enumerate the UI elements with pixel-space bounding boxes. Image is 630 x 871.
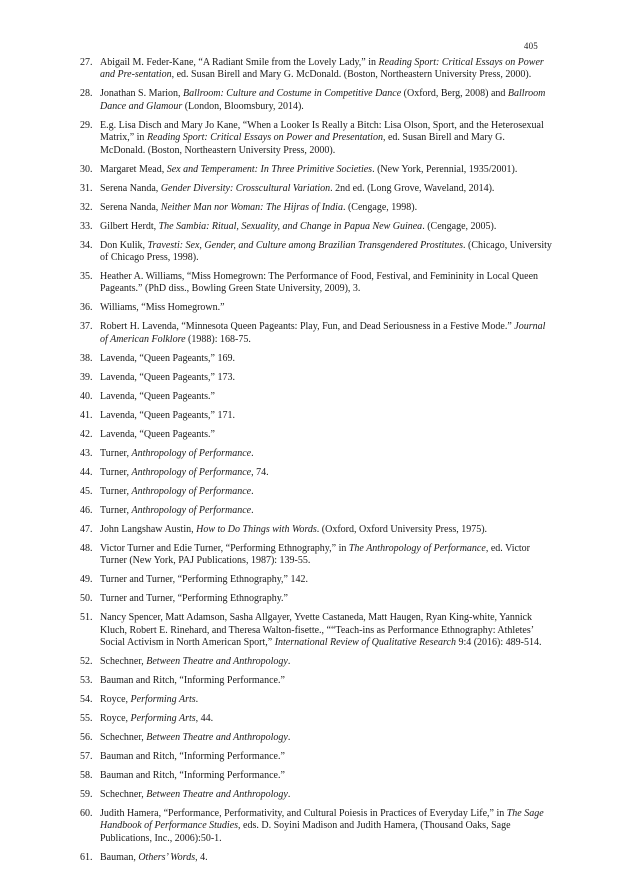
endnote-number: 36. xyxy=(80,302,93,314)
endnote-text-segment: . xyxy=(287,789,291,801)
endnote-number: 34. xyxy=(80,239,93,251)
endnote-number: 33. xyxy=(80,220,93,232)
endnote-number: 53. xyxy=(80,675,93,687)
endnote-text-segment: Lavenda, “Queen Pageants.” xyxy=(100,428,215,440)
endnote-item xyxy=(80,593,552,605)
endnote-text-segment: . xyxy=(287,732,291,744)
endnote-text-segment: , 4. xyxy=(195,851,208,863)
endnote-number: 43. xyxy=(80,447,93,459)
endnote-text-segment: , ed. Victor Turner (New York, PAJ Publications, 1987): 139-55. xyxy=(100,542,531,567)
endnote-number: 50. xyxy=(80,593,93,605)
endnote-text xyxy=(100,429,552,441)
endnote-text-segment: Lavenda, “Queen Pageants,” 169. xyxy=(100,352,235,364)
endnote-number: 47. xyxy=(80,523,93,535)
endnote-text-segment: Judith Hamera, “Performance, Performativity, and Cultural Poiesis in Practices of Everyday Life,” in xyxy=(100,808,507,820)
endnote-text-segment: Schechner, xyxy=(100,732,147,744)
endnote-text-segment: Williams, “Miss Homegrown.” xyxy=(100,302,225,314)
endnote-text xyxy=(100,713,552,725)
endnote-text xyxy=(100,751,552,763)
endnote-text-segment: Jonathan S. Marion, xyxy=(100,88,184,100)
endnote-number: 60. xyxy=(80,808,93,820)
endnote-item xyxy=(80,202,552,214)
endnote-text xyxy=(100,353,552,365)
endnote-title: The Sambia: Ritual, Sexuality, and Change in Papua New Guinea xyxy=(158,220,423,232)
endnote-text xyxy=(100,448,552,460)
endnote-item xyxy=(80,612,552,649)
endnote-item xyxy=(80,789,552,801)
endnote-item xyxy=(80,410,552,422)
endnote-title: Ballroom Dance and Glamour xyxy=(100,88,546,112)
endnote-item xyxy=(80,770,552,782)
endnote-text-segment: Abigail M. Feder-Kane, “A Radiant Smile from the Lovely Lady,” in xyxy=(100,57,379,68)
endnote-text-segment: Turner, xyxy=(100,485,132,497)
endnote-number: 59. xyxy=(80,789,93,801)
endnote-title: Performing Arts xyxy=(130,713,196,725)
endnote-text-segment: . (Chicago, University of Chicago Press, 1998). xyxy=(100,239,552,264)
endnote-item xyxy=(80,574,552,586)
endnote-text-segment: Robert H. Lavenda, “Minnesota Queen Pageants: Play, Fun, and Dead Seriousness in a Festive Mode.” xyxy=(100,321,515,333)
endnote-text-segment: (London, Bloomsbury, 2014). xyxy=(182,100,304,112)
endnote-item xyxy=(80,448,552,460)
endnote-title: Anthropology of Performance xyxy=(131,504,252,516)
endnote-item xyxy=(80,524,552,536)
endnote-text-segment: , 74. xyxy=(251,466,269,478)
endnote-text xyxy=(100,240,552,265)
endnote-text-segment: Turner, xyxy=(100,504,132,516)
endnote-text-segment: Royce, xyxy=(100,694,131,706)
endnote-item xyxy=(80,120,552,157)
endnote-text-segment: Turner and Turner, “Performing Ethnography.” xyxy=(100,593,288,605)
endnote-title: Sex and Temperament: In Three Primitive Societies xyxy=(166,163,373,175)
endnote-item xyxy=(80,713,552,725)
endnote-text xyxy=(100,391,552,403)
endnote-text-segment: , 44. xyxy=(195,713,214,725)
endnote-text xyxy=(100,770,552,782)
endnote-text-segment: , eds. D. Soyini Madison and Judith Hamera, (Thousand Oaks, Sage Publications, Inc., 2006):50-1. xyxy=(100,820,511,844)
endnote-title: Travesti: Sex, Gender, and Culture among Brazilian Transgendered Prostitutes xyxy=(147,239,464,251)
endnote-item xyxy=(80,302,552,314)
endnote-text-segment: , ed. Susan Birell and Mary G. McDonald. (Boston, Northeastern University Press, 2000). xyxy=(171,69,532,81)
endnote-text-segment: Schechner, xyxy=(100,789,147,801)
endnote-text xyxy=(100,656,552,668)
endnote-title: Anthropology of Performance xyxy=(131,466,252,478)
endnote-text-segment: Turner, xyxy=(100,447,132,459)
endnote-item xyxy=(80,732,552,744)
endnote-title: How to Do Things with Words xyxy=(196,523,317,535)
endnote-number: 58. xyxy=(80,770,93,782)
endnote-text-segment: Gilbert Herdt, xyxy=(100,220,159,232)
endnote-item xyxy=(80,751,552,763)
endnote-item xyxy=(80,486,552,498)
endnote-text xyxy=(100,593,552,605)
endnote-title: Journal of American Folklore xyxy=(100,321,546,345)
endnote-title: Reading Sport: Critical Essays on Power and Pre-sentation xyxy=(100,57,544,81)
endnote-text-segment: . (Oxford, Oxford University Press, 1975). xyxy=(316,523,488,535)
endnote-text-segment: Bauman and Ritch, “Informing Performance.” xyxy=(100,675,285,687)
endnote-item xyxy=(80,429,552,441)
endnote-text xyxy=(100,221,552,233)
endnote-number: 54. xyxy=(80,694,93,706)
endnote-title: The Anthropology of Performance xyxy=(348,542,486,554)
endnote-text-segment: E.g. Lisa Disch and Mary Jo Kane, “When a Looker Is Really a Bitch: Lisa Olson, Sport, and the Heterosexual Matrix,” in xyxy=(100,119,544,144)
endnote-text-segment: . (Cengage, 2005). xyxy=(422,220,497,232)
endnote-number: 57. xyxy=(80,751,93,763)
endnote-text xyxy=(100,524,552,536)
endnote-text xyxy=(100,164,552,176)
endnote-text xyxy=(100,852,552,864)
endnote-text-segment: John Langshaw Austin, xyxy=(100,523,197,535)
endnote-text-segment: Turner, xyxy=(100,466,132,478)
endnote-text xyxy=(100,88,552,113)
endnote-text-segment: . xyxy=(195,694,199,706)
endnote-title: Anthropology of Performance xyxy=(131,447,252,459)
endnote-number: 27. xyxy=(80,57,93,68)
endnote-number: 52. xyxy=(80,656,93,668)
endnote-number: 30. xyxy=(80,163,93,175)
endnote-text-segment: Nancy Spencer, Matt Adamson, Sasha Allgayer, Yvette Castaneda, Matt Haugen, Ryan King-white, Yannick Kluch, Robert E. Rinehard, and Theresa Walton-fisette., ““Teach-ins as Performance Ethnography: Athletes’ Social Activism in North American Sport,” xyxy=(100,612,534,649)
endnote-text xyxy=(100,486,552,498)
endnote-text xyxy=(100,675,552,687)
endnote-text xyxy=(100,505,552,517)
endnote-number: 42. xyxy=(80,428,93,440)
endnote-text-segment: Serena Nanda, xyxy=(100,182,161,194)
endnote-number: 38. xyxy=(80,352,93,364)
page-number: 405 xyxy=(523,41,538,51)
endnote-number: 40. xyxy=(80,390,93,402)
endnote-text xyxy=(100,410,552,422)
endnote-text xyxy=(100,302,552,314)
endnote-title: Gender Diversity: Crosscultural Variation xyxy=(160,182,331,194)
endnote-item xyxy=(80,271,552,296)
endnote-item xyxy=(80,656,552,668)
endnote-text-segment: Royce, xyxy=(100,713,131,725)
endnote-text xyxy=(100,789,552,801)
endnote-number: 44. xyxy=(80,466,93,478)
endnote-number: 37. xyxy=(80,321,93,333)
endnote-text xyxy=(100,372,552,384)
endnote-title: Neither Man nor Woman: The Hijras of India xyxy=(160,201,343,213)
endnote-title: Ballroom: Culture and Costume in Competitive Dance xyxy=(183,88,402,100)
endnote-text xyxy=(100,574,552,586)
endnote-text-segment: Bauman and Ritch, “Informing Performance.” xyxy=(100,751,285,763)
endnote-number: 46. xyxy=(80,504,93,516)
endnote-text-segment: Lavenda, “Queen Pageants,” 173. xyxy=(100,371,235,383)
endnote-item xyxy=(80,543,552,568)
endnote-text-segment: Lavenda, “Queen Pageants.” xyxy=(100,390,215,402)
endnote-item xyxy=(80,505,552,517)
endnote-number: 35. xyxy=(80,271,93,283)
endnote-text xyxy=(100,321,552,346)
endnote-text-segment: . (New York, Perennial, 1935/2001). xyxy=(372,163,518,175)
endnote-text-segment: Lavenda, “Queen Pageants,” 171. xyxy=(100,409,235,421)
endnote-item xyxy=(80,183,552,195)
endnote-item xyxy=(80,353,552,365)
endnote-text-segment: Victor Turner and Edie Turner, “Performing Ethnography,” in xyxy=(100,542,349,554)
endnote-text xyxy=(100,543,552,568)
endnote-text-segment: Bauman and Ritch, “Informing Performance.” xyxy=(100,770,285,782)
endnote-text-segment: Schechner, xyxy=(100,656,147,668)
endnote-number: 51. xyxy=(80,612,93,624)
endnote-text-segment: 9:4 (2016): 489-514. xyxy=(455,637,542,649)
endnote-number: 49. xyxy=(80,574,93,586)
endnote-text-segment: . xyxy=(287,656,291,668)
endnote-text xyxy=(100,732,552,744)
endnote-text xyxy=(100,467,552,479)
endnote-text-segment: . (Cengage, 1998). xyxy=(342,201,418,213)
endnote-text-segment: . xyxy=(251,504,254,516)
endnote-item xyxy=(80,321,552,346)
endnote-text-segment: Don Kulik, xyxy=(100,239,148,251)
endnote-item xyxy=(80,808,552,845)
endnote-text xyxy=(100,183,552,195)
endnote-text-segment: . xyxy=(251,447,254,459)
endnote-text-segment: (1988): 168-75. xyxy=(185,333,251,345)
endnote-item xyxy=(80,852,552,864)
endnote-text xyxy=(100,612,552,649)
endnote-item xyxy=(80,88,552,113)
endnote-title: Anthropology of Performance xyxy=(131,485,252,497)
endnote-text-segment: Heather A. Williams, “Miss Homegrown: The Performance of Food, Festival, and Femininity in Local Queen Pageants.” (PhD diss., Bowling Green State University, 2009), 3. xyxy=(100,271,539,295)
endnote-number: 29. xyxy=(80,119,93,131)
endnote-text-segment: . 2nd ed. (Long Grove, Waveland, 2014). xyxy=(330,182,495,194)
endnote-text-segment: Serena Nanda, xyxy=(100,201,161,213)
endnote-text xyxy=(100,271,552,296)
endnote-title: International Review of Qualitative Research xyxy=(274,637,456,649)
endnote-number: 55. xyxy=(80,713,93,725)
endnote-item xyxy=(80,694,552,706)
endnote-title: Between Theatre and Anthropology xyxy=(146,789,288,801)
endnote-item xyxy=(80,467,552,479)
endnote-text-segment: (Oxford, Berg, 2008) and xyxy=(401,88,508,100)
endnote-item xyxy=(80,57,552,82)
endnote-number: 61. xyxy=(80,851,93,863)
endnote-item xyxy=(80,391,552,403)
endnote-text-segment: . xyxy=(251,485,254,497)
endnote-number: 45. xyxy=(80,485,93,497)
endnote-text xyxy=(100,694,552,706)
endnote-text xyxy=(100,57,552,82)
endnote-title: Others’ Words xyxy=(138,851,196,863)
endnote-title: Between Theatre and Anthropology xyxy=(146,656,288,668)
endnote-number: 31. xyxy=(80,182,93,194)
endnote-item xyxy=(80,240,552,265)
endnote-text xyxy=(100,120,552,157)
endnote-text-segment: Margaret Mead, xyxy=(100,163,167,175)
endnote-number: 28. xyxy=(80,88,93,100)
endnote-item xyxy=(80,372,552,384)
endnote-text xyxy=(100,808,552,845)
endnote-item xyxy=(80,221,552,233)
endnote-title: Reading Sport: Critical Essays on Power and Presentation xyxy=(146,132,383,144)
endnote-text-segment: Turner and Turner, “Performing Ethnography,” 142. xyxy=(100,574,308,586)
endnote-number: 48. xyxy=(80,542,93,554)
endnote-number: 41. xyxy=(80,409,93,421)
endnote-title: The Sage Handbook of Performance Studies xyxy=(100,808,544,832)
endnote-number: 32. xyxy=(80,201,93,213)
endnote-title: Performing Arts xyxy=(130,694,196,706)
endnote-item xyxy=(80,164,552,176)
endnote-item xyxy=(80,675,552,687)
endnotes-list xyxy=(80,57,552,871)
endnote-title: Between Theatre and Anthropology xyxy=(146,732,288,744)
endnote-text xyxy=(100,202,552,214)
endnote-number: 56. xyxy=(80,732,93,744)
endnote-text-segment: , ed. Susan Birell and Mary G. McDonald. (Boston, Northeastern University Press, 2000). xyxy=(100,132,505,156)
endnote-text-segment: Bauman, xyxy=(100,851,139,863)
endnote-number: 39. xyxy=(80,371,93,383)
